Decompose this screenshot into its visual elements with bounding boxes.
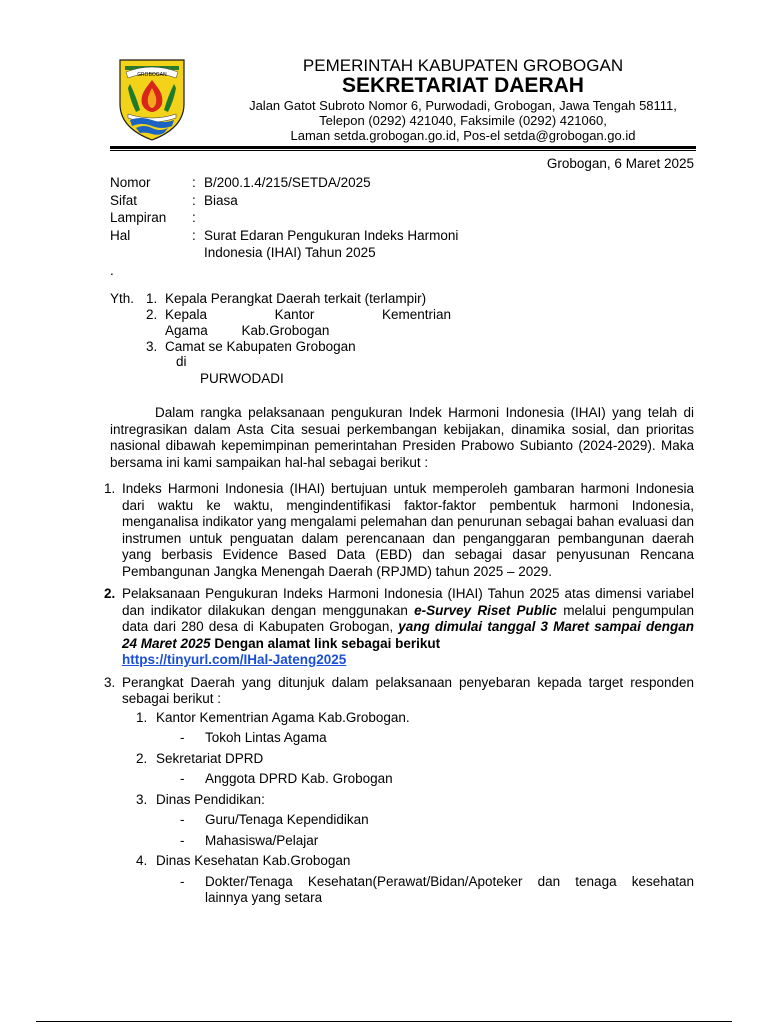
recipient-place: PURWODADI	[200, 371, 284, 386]
recipients-label: Yth.	[110, 291, 135, 306]
group-title: Sekretariat DPRD	[156, 750, 264, 766]
list-item	[146, 339, 451, 355]
header-address	[170, 98, 756, 143]
group-title: Dinas Pendidikan:	[156, 791, 265, 807]
meta-row-hal	[110, 227, 494, 262]
dash-bullet: -	[180, 771, 185, 786]
intro-text: Dalam rangka pelaksanaan pengukuran Indek Harmoni Indonesia (IHAI) yang telah di intregrasikan dalam Asta Cita sesuai perkembangan kebijakan, dinamika sosial, dan prioritas nasional dibawah kepemimpinan pemerintahan Presiden Prabowo Subianto (2024-2029). Maka bersama ini kami sampaikan hal-hal sebagai berikut :	[110, 405, 694, 470]
group-number: 1.	[136, 709, 148, 725]
survey-period: yang dimulai tanggal 3 Maret sampai dengan 24 Maret 2025	[122, 619, 694, 651]
meta-colon: :	[192, 210, 196, 225]
meta-value: B/200.1.4/215/SETDA/2025	[204, 175, 371, 190]
header-rule-thin	[110, 150, 696, 151]
recipient-text: Kepala Perangkat Daerah terkait (terlampir)	[165, 291, 427, 306]
meta-row-lampiran	[110, 209, 494, 227]
point-number: 3.	[104, 674, 116, 690]
list-item	[136, 853, 694, 870]
address-line-3: Laman setda.grobogan.go.id, Pos-el setda@grobogan.go.id	[290, 128, 636, 143]
meta-label: Lampiran	[110, 210, 167, 225]
point-number: 1.	[104, 481, 116, 496]
point-2-part-e: Dengan alamat link sebagai berikut	[210, 635, 441, 651]
header-government: PEMERINTAH KABUPATEN GROBOGAN	[302, 56, 624, 75]
point-text	[122, 586, 694, 669]
group-sub-item: Mahasiswa/Pelajar	[205, 832, 319, 848]
letter-meta	[110, 174, 494, 279]
point-1	[104, 481, 694, 580]
intro-paragraph	[110, 405, 694, 471]
header-office: SEKRETARIAT DAERAH	[342, 74, 584, 97]
dash-bullet: -	[180, 832, 185, 848]
recipient-number: 2.	[146, 307, 158, 322]
point-text: Perangkat Daerah yang ditunjuk dalam pelaksanaan penyebaran kepada target responden sebagai berikut :	[122, 674, 694, 706]
list-item	[136, 792, 694, 809]
group-sub-item: Dokter/Tenaga Kesehatan(Perawat/Bidan/Apoteker dan tenaga kesehatan lainnya yang setara	[205, 873, 694, 905]
dash-bullet: -	[180, 812, 185, 827]
group-sub-item: Anggota DPRD Kab. Grobogan	[205, 771, 393, 786]
recipient-text: Camat se Kabupaten Grobogan	[165, 339, 356, 354]
list-item	[180, 874, 694, 907]
group-title: Kantor Kementrian Agama Kab.Grobogan.	[156, 709, 410, 725]
recipient-di: di	[176, 354, 187, 369]
meta-dot: .	[110, 262, 114, 278]
list-item	[180, 771, 694, 788]
points-list	[104, 481, 694, 911]
point-2	[104, 586, 694, 669]
meta-label: Hal	[110, 227, 131, 243]
point-2-part-c: melalui pengumpulan data dari 280 desa di Kabupaten Grobogan,	[122, 602, 694, 634]
meta-value	[204, 209, 494, 227]
address-line-2: Telepon (0292) 421040, Faksimile (0292) 421060,	[319, 113, 607, 128]
meta-value: Surat Edaran Pengukuran Indeks Harmoni Indonesia (IHAI) Tahun 2025	[204, 227, 459, 260]
recipient-number: 1.	[146, 291, 158, 306]
list-item	[146, 291, 451, 307]
point-text: Indeks Harmoni Indonesia (IHAI) bertujuan untuk memperoleh gambaran harmoni Indonesia dari waktu ke waktu, mengindentifikasi faktor-faktor pembentuk harmoni Indonesia, menganalisa indikator yang mengalami pelemahan dan penurunan sebagai bahan evaluasi dan instrumen untuk penguatan dalam perencanaan dan penganggaran pembangunan daerah yang berbasis Evidence Based Data (EBD) dan sebagai dasar penyusunan Rencana Pembangunan Jangka Menengah Daerah (RPJMD) tahun 2025 – 2029.	[122, 481, 694, 579]
list-item	[146, 307, 451, 339]
list-item	[136, 751, 694, 768]
dash-bullet: -	[180, 730, 185, 745]
dash-bullet: -	[180, 873, 185, 889]
recipient-number: 3.	[146, 339, 158, 354]
recipient-text: Kepala Kantor Kementrian Agama Kab.Grobogan	[165, 307, 451, 338]
recipient-list	[146, 291, 451, 355]
meta-value: Biasa	[204, 192, 238, 208]
address-line-1: Jalan Gatot Subroto Nomor 6, Purwodadi, Grobogan, Jawa Tengah 58111,	[249, 98, 677, 113]
letter-date: Grobogan, 6 Maret 2025	[546, 156, 694, 171]
header-rule-thick	[110, 146, 696, 149]
meta-label: Nomor	[110, 175, 151, 190]
page-bottom-rule	[36, 1021, 732, 1022]
list-item	[180, 812, 694, 829]
group-number: 2.	[136, 750, 148, 766]
group-number: 3.	[136, 791, 148, 807]
list-item	[180, 833, 694, 850]
point-3	[104, 674, 694, 708]
list-item	[180, 730, 694, 747]
group-sub-item: Tokoh Lintas Agama	[205, 730, 327, 745]
meta-colon: :	[192, 192, 196, 208]
meta-colon: :	[192, 227, 196, 243]
respondent-groups	[136, 710, 694, 907]
survey-link[interactable]: https://tinyurl.com/IHal-Jateng2025	[122, 652, 347, 667]
meta-label: Sifat	[110, 192, 138, 208]
meta-colon: :	[192, 175, 196, 190]
group-title: Dinas Kesehatan Kab.Grobogan	[156, 853, 351, 868]
point-2-part-a: Pelaksanaan Pengukuran Indeks Harmoni Indonesia (IHAI) Tahun 2025 atas dimensi variabel dan indikator dilakukan dengan menggunakan	[122, 586, 694, 618]
group-sub-item: Guru/Tenaga Kependidikan	[205, 812, 369, 827]
list-item	[136, 710, 694, 727]
meta-row-nomor	[110, 174, 494, 192]
group-number: 4.	[136, 853, 148, 868]
survey-name: e-Survey Riset Public	[414, 602, 558, 618]
point-number: 2.	[104, 586, 116, 601]
logo-ribbon-text: GROBOGAN	[137, 72, 167, 78]
meta-row-sifat	[110, 192, 494, 210]
